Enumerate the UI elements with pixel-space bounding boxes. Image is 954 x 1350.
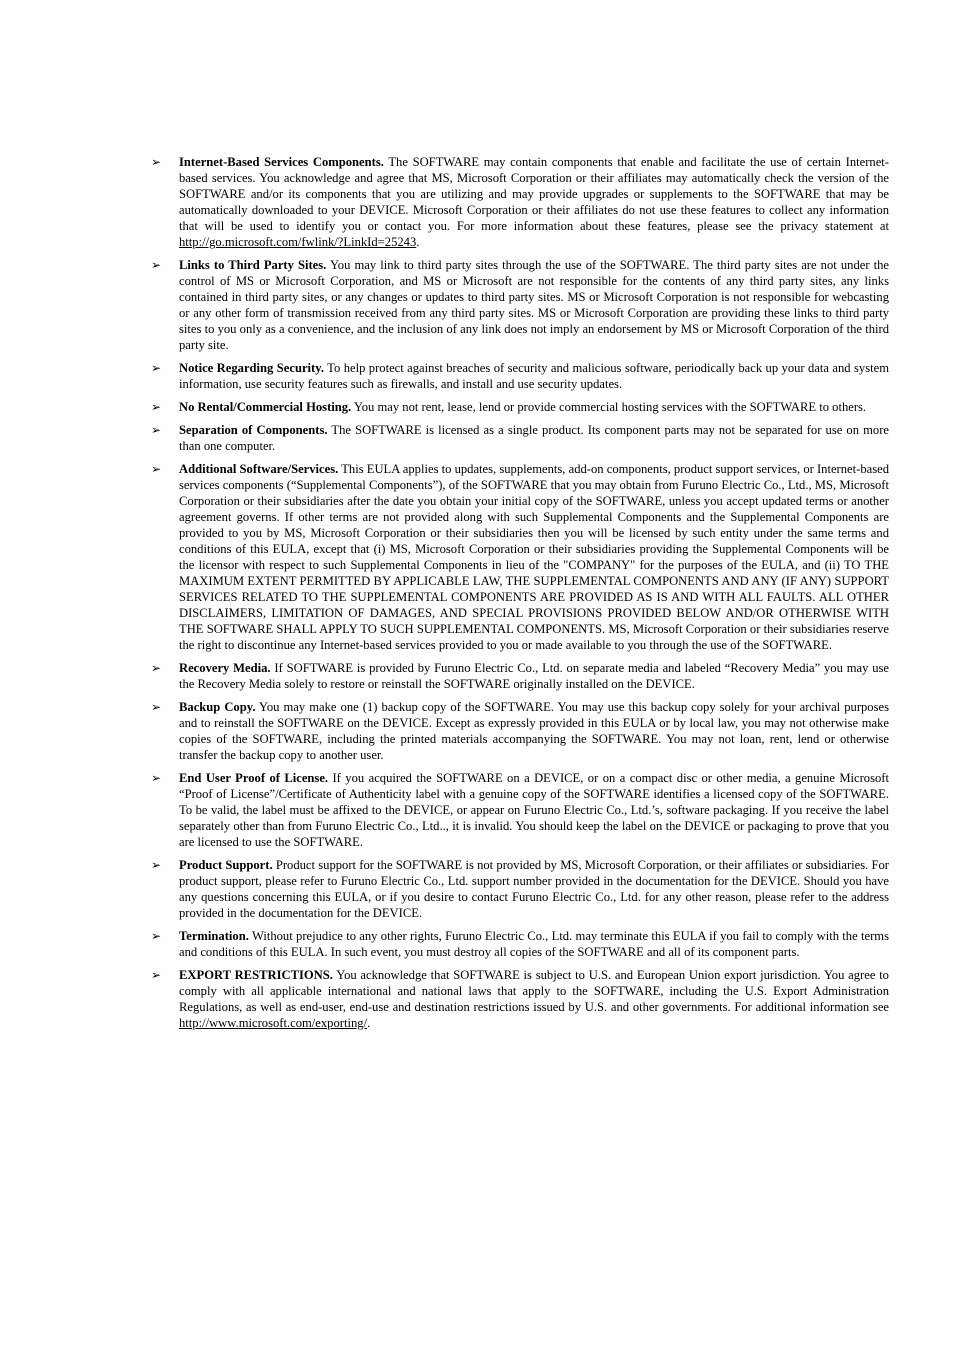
list-item-backup-copy	[151, 699, 889, 763]
eula-document	[151, 154, 889, 1038]
arrow-bullet-icon: ➢	[151, 771, 162, 785]
arrow-bullet-icon: ➢	[151, 858, 162, 872]
item-paragraph	[179, 461, 889, 653]
arrow-bullet-icon: ➢	[151, 661, 162, 675]
item-body: You may link to third party sites through the use of the SOFTWARE. The third party sites are not under the control of MS or Microsoft Corporation, and MS or Microsoft are not responsible for the contents of any third party sites, any links contained in third party sites, or any changes or updates to third party sites. MS or Microsoft Corporation is not responsible for webcasting or any other form of transmission received from any third party sites. MS or Microsoft Corporation are providing these links to third party sites to you only as a convenience, and the inclusion of any link does not imply an endorsement by MS or Microsoft Corporation of the third party site.	[179, 258, 889, 352]
arrow-bullet-icon: ➢	[151, 423, 162, 437]
item-body: You may not rent, lease, lend or provide commercial hosting services with the SOFTWARE to others.	[351, 400, 867, 414]
item-body: If SOFTWARE is provided by Furuno Electric Co., Ltd. on separate media and labeled “Recovery Media” you may use the Recovery Media solely to restore or reinstall the SOFTWARE originally installed on the DEVICE.	[179, 661, 889, 691]
item-paragraph	[179, 660, 889, 692]
list-item-termination	[151, 928, 889, 960]
arrow-bullet-icon: ➢	[151, 700, 162, 714]
item-paragraph	[179, 360, 889, 392]
list-item-separation-of-components	[151, 422, 889, 454]
list-item-security-notice	[151, 360, 889, 392]
arrow-bullet-icon: ➢	[151, 258, 162, 272]
list-item-additional-software	[151, 461, 889, 653]
item-body: To help protect against breaches of security and malicious software, periodically back up your data and system information, use security features such as firewalls, and install and use security updates.	[179, 361, 889, 391]
item-body: The SOFTWARE may contain components that enable and facilitate the use of certain Internet-based services. You acknowledge and agree that MS, Microsoft Corporation or their affiliates may automatically check the version of the SOFTWARE and/or its components that you are utilizing and may provide upgrades or supplements to the SOFTWARE that may be automatically downloaded to your DEVICE. Microsoft Corporation or their affiliates do not use these features to collect any information that will be used to identify you or contact you. For more information about these features, please see the privacy statement at	[179, 155, 889, 233]
item-heading: No Rental/Commercial Hosting.	[179, 400, 352, 414]
item-paragraph	[179, 154, 889, 250]
item-paragraph	[179, 857, 889, 921]
item-heading: Recovery Media.	[179, 661, 271, 675]
item-body: You acknowledge that SOFTWARE is subject to U.S. and European Union export jurisdiction. You agree to comply with all applicable international and national laws that apply to the SOFTWARE, including the U.S. Export Administration Regulations, as well as end-user, end-use and destination restrictions issued by U.S. and other governments. For additional information see	[179, 968, 889, 1014]
item-heading: Separation of Components.	[179, 423, 328, 437]
list-item-export-restrictions	[151, 967, 889, 1031]
exporting-info-link[interactable]: http://www.microsoft.com/exporting/	[179, 1016, 368, 1030]
item-heading: Termination.	[179, 929, 249, 943]
item-paragraph	[179, 257, 889, 353]
item-heading: Internet-Based Services Components.	[179, 155, 384, 169]
item-body: This EULA applies to updates, supplements, add-on components, product support services, or Internet-based services components (“Supplemental Components”), of the SOFTWARE that you may obtain from Furuno Electric Co., Ltd., MS, Microsoft Corporation or their subsidiaries after the date you obtain your initial copy of the SOFTWARE, unless you accept updated terms or another agreement governs. If other terms are not provided along with such Supplemental Components and the Supplemental Components are provided to you by MS, Microsoft Corporation or their subsidiaries then you will be licensed by such entity under the same terms and conditions of this EULA, except that (i) MS, Microsoft Corporation or their subsidiaries providing the Supplemental Components will be the licensor with respect to such Supplemental Components in lieu of the "COMPANY" for the purposes of the EULA, and (ii) TO THE MAXIMUM EXTENT PERMITTED BY APPLICABLE LAW, THE SUPPLEMENTAL COMPONENTS AND ANY (IF ANY) SUPPORT SERVICES RELATED TO THE SUPPLEMENTAL COMPONENTS ARE PROVIDED AS IS AND WITH ALL FAULTS. ALL OTHER DISCLAIMERS, LIMITATION OF DAMAGES, AND SPECIAL PROVISIONS PROVIDED BELOW AND/OR OTHERWISE WITH THE SOFTWARE SHALL APPLY TO SUCH SUPPLEMENTAL COMPONENTS. MS, Microsoft Corporation or their subsidiaries reserve the right to discontinue any Internet-based services provided to you or made available to you through the use of the SOFTWARE.	[179, 462, 889, 652]
list-item-recovery-media	[151, 660, 889, 692]
item-heading: Notice Regarding Security.	[179, 361, 324, 375]
item-body: Without prejudice to any other rights, Furuno Electric Co., Ltd. may terminate this EULA if you fail to comply with the terms and conditions of this EULA. In such event, you must destroy all copies of the SOFTWARE and all of its component parts.	[179, 929, 889, 959]
list-item-internet-based-services	[151, 154, 889, 250]
item-body: The SOFTWARE is licensed as a single product. Its component parts may not be separated for use on more than one computer.	[179, 423, 889, 453]
item-paragraph	[179, 967, 889, 1031]
arrow-bullet-icon: ➢	[151, 155, 162, 169]
item-heading: Backup Copy.	[179, 700, 256, 714]
item-paragraph	[179, 770, 889, 850]
arrow-bullet-icon: ➢	[151, 968, 162, 982]
arrow-bullet-icon: ➢	[151, 361, 162, 375]
item-tail: .	[367, 1016, 371, 1030]
item-paragraph	[179, 699, 889, 763]
item-body: Product support for the SOFTWARE is not provided by MS, Microsoft Corporation, or their affiliates or subsidiaries. For product support, please refer to Furuno Electric Co., Ltd. support number provided in the documentation for the DEVICE. Should you have any questions concerning this EULA, or if you desire to contact Furuno Electric Co., Ltd. for any other reason, please refer to the address provided in the documentation for the DEVICE.	[179, 858, 890, 920]
item-paragraph	[179, 422, 889, 454]
item-body: If you acquired the SOFTWARE on a DEVICE, or on a compact disc or other media, a genuine Microsoft “Proof of License”/Certificate of Authenticity label with a genuine copy of the SOFTWARE identifies a licensed copy of the SOFTWARE. To be valid, the label must be affixed to the DEVICE, or appear on Furuno Electric Co., Ltd.’s, software packaging. If you receive the label separately other than from Furuno Electric Co., Ltd.., it is invalid. You should keep the label on the DEVICE or packaging to prove that you are licensed to use the SOFTWARE.	[179, 771, 889, 849]
arrow-bullet-icon: ➢	[151, 929, 162, 943]
list-item-product-support	[151, 857, 889, 921]
list-item-third-party-sites	[151, 257, 889, 353]
privacy-statement-link[interactable]: http://go.microsoft.com/fwlink/?LinkId=25243	[179, 235, 417, 249]
item-paragraph	[179, 928, 889, 960]
list-item-no-rental	[151, 399, 889, 415]
arrow-bullet-icon: ➢	[151, 462, 162, 476]
list-item-proof-of-license	[151, 770, 889, 850]
arrow-bullet-icon: ➢	[151, 400, 162, 414]
item-heading: End User Proof of License.	[179, 771, 329, 785]
item-heading: Product Support.	[179, 858, 273, 872]
item-heading: Links to Third Party Sites.	[179, 258, 327, 272]
item-tail: .	[416, 235, 420, 249]
item-heading: EXPORT RESTRICTIONS.	[179, 968, 333, 982]
item-paragraph	[179, 399, 889, 415]
item-heading: Additional Software/Services.	[179, 462, 339, 476]
item-body: You may make one (1) backup copy of the SOFTWARE. You may use this backup copy solely for your archival purposes and to reinstall the SOFTWARE on the DEVICE. Except as expressly provided in this EULA or by local law, you may not otherwise make copies of the SOFTWARE, including the printed materials accompanying the SOFTWARE. You may not loan, rent, lend or otherwise transfer the backup copy to another user.	[179, 700, 889, 762]
